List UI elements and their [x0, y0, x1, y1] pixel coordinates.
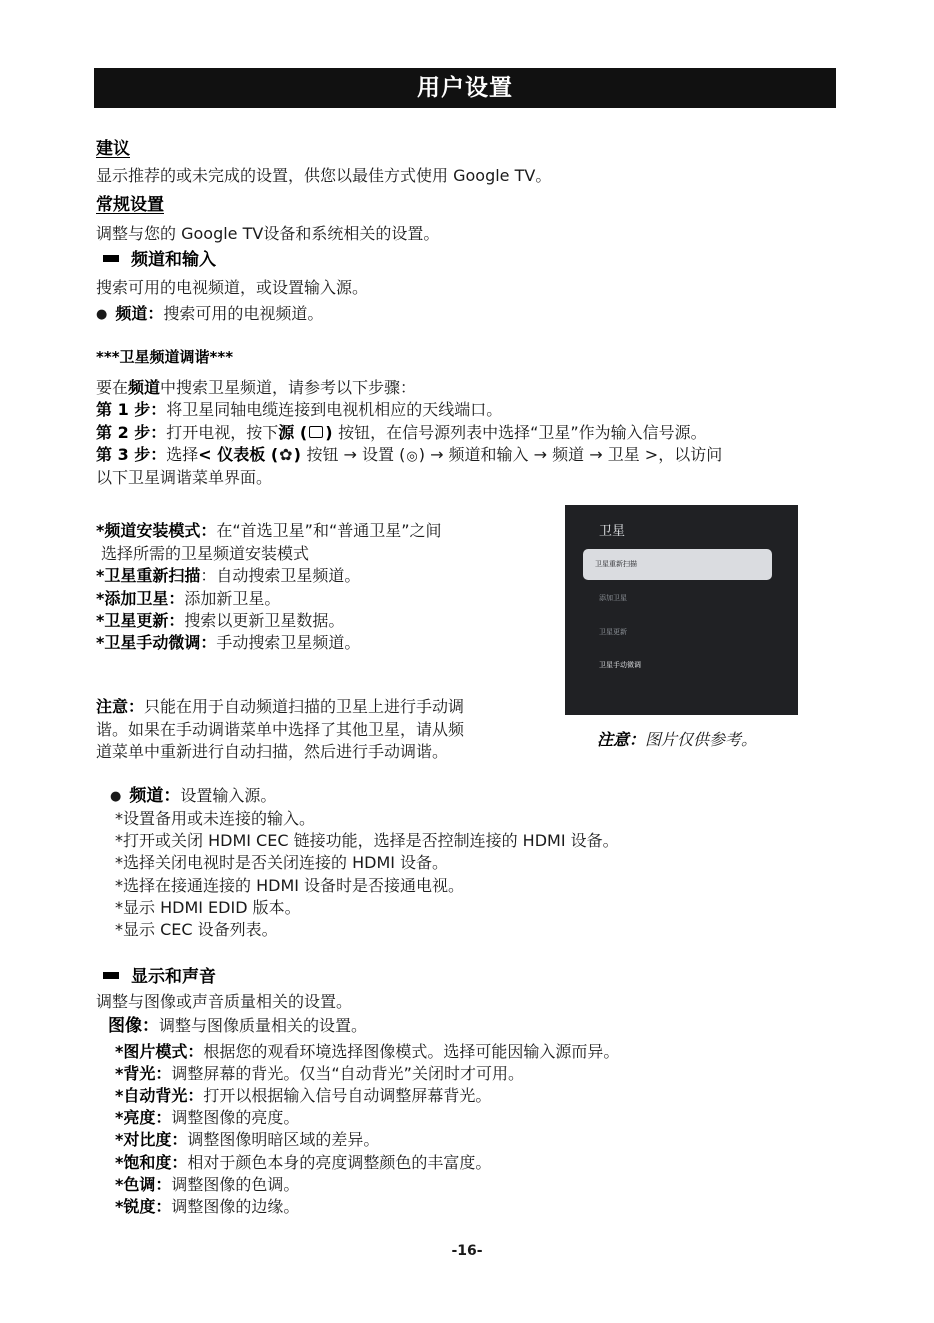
image-note [597, 729, 757, 751]
intro-bold: 频道 [128, 378, 161, 397]
display-sound-text: 调整与图像或声音质量相关的设置。 [96, 992, 353, 1011]
image-note-text: 图片仅供参考。 [645, 730, 758, 749]
step-1-label: 第 1 步： [96, 400, 167, 419]
picture-setting [115, 1196, 299, 1218]
step-3-line2: 以下卫星调谐菜单界面。 [96, 468, 273, 487]
page-title: 用户设置 [94, 68, 836, 108]
general-text: 调整与您的 Google TV设备和系统相关的设置。 [96, 224, 440, 243]
setting-label: *自动背光： [115, 1086, 204, 1105]
page-number: -16- [451, 1243, 483, 1259]
image-note-label: 注意： [597, 730, 646, 749]
setting-text: 根据您的观看环境选择图像模式。选择可能因输入源而异。 [203, 1042, 620, 1061]
setting-label: *图片模式： [115, 1042, 204, 1061]
channels-inputs-text: 搜索可用的电视频道，或设置输入源。 [96, 278, 369, 297]
option-label: *频道安装模式： [96, 521, 217, 540]
option-label: *添加卫星： [96, 589, 185, 608]
picture-setting [115, 1174, 299, 1196]
option-label: *卫星手动微调： [96, 633, 217, 652]
setting-label: *锐度： [115, 1197, 172, 1216]
option-manual [96, 632, 360, 654]
inputs-line: *打开或关闭 HDMI CEC 链接功能，选择是否控制连接的 HDMI 设备。 [115, 831, 619, 850]
channels-inputs-heading-text: 频道和输入 [131, 250, 216, 270]
step-1 [96, 399, 502, 421]
option-text: 添加新卫星。 [184, 589, 281, 608]
setting-label: *饱和度： [115, 1153, 188, 1172]
panel-item-add: 添加卫星 [599, 594, 627, 602]
step-1-text: 将卫星同轴电缆连接到电视机相应的天线端口。 [166, 400, 503, 419]
inputs-line: *显示 CEC 设备列表。 [115, 920, 278, 939]
panel-item-manual: 卫星手动微调 [599, 661, 641, 669]
option-label: *卫星重新扫描 [96, 566, 201, 585]
inputs-label: 频道： [129, 786, 181, 806]
channels-inputs-heading [103, 249, 216, 271]
setting-text: 调整图像的边缘。 [171, 1197, 300, 1216]
panel-item-rescan: 卫星重新扫描 [583, 549, 772, 580]
picture-setting [115, 1152, 491, 1174]
option-update [96, 610, 344, 632]
note-line3: 道菜单中重新进行自动扫描，然后进行手动调谐。 [96, 742, 449, 761]
inputs-line: *设置备用或未连接的输入。 [115, 809, 316, 828]
option-install-mode-cont [101, 543, 309, 565]
bullet-icon: ● [110, 789, 122, 804]
satellite-heading: ***卫星频道调谐*** [96, 348, 234, 366]
setting-label: *色调： [115, 1175, 172, 1194]
inputs-item [110, 785, 276, 809]
picture-setting [115, 1063, 524, 1085]
intro-post: 中搜索卫星频道，请参考以下步骤： [160, 378, 417, 397]
option-install-mode [96, 520, 442, 542]
channel-item [96, 303, 323, 327]
channel-text: 搜索可用的电视频道。 [163, 304, 324, 323]
picture-item [108, 1015, 367, 1037]
settings-ring-icon: ◎ [406, 449, 418, 464]
step-3: 第 3 步：选择< 仪表板 (✿) 按钮 → 设置 (◎) → 频道和输入 → 频道 → 卫星 >，以访问 [96, 444, 722, 468]
step-3-mid: 按钮 → 设置 ( [306, 445, 406, 464]
note-text: 只能在用于自动频道扫描的卫星上进行手动调 [144, 697, 465, 716]
note-label: 注意： [96, 697, 145, 716]
option-label: *卫星更新： [96, 611, 185, 630]
picture-setting [115, 1085, 491, 1107]
dash-marker-icon [103, 972, 119, 979]
setting-text: 调整图像的亮度。 [171, 1108, 300, 1127]
intro-pre: 要在 [96, 378, 129, 397]
setting-text: 调整图像的色调。 [171, 1175, 300, 1194]
channel-label: 频道： [115, 304, 164, 323]
satellite-intro [96, 377, 416, 399]
step-3-label: 第 3 步： [96, 445, 167, 464]
setting-label: *对比度： [115, 1130, 188, 1149]
inputs-line: *显示 HDMI EDID 版本。 [115, 898, 301, 917]
step-2-pre: 打开电视，按下 [166, 423, 279, 442]
setting-label: *背光： [115, 1064, 172, 1083]
picture-setting [115, 1041, 619, 1063]
step-2: 第 2 步：打开电视，按下源 ( ) 按钮，在信号源列表中选择“卫星”作为输入信号源。 [96, 423, 707, 442]
option-rescan [96, 565, 360, 587]
suggest-text: 显示推荐的或未完成的设置，供您以最佳方式使用 Google TV。 [96, 166, 552, 185]
step-2-label: 第 2 步： [96, 423, 167, 442]
setting-label: *亮度： [115, 1108, 172, 1127]
setting-text: 相对于颜色本身的亮度调整颜色的丰富度。 [187, 1153, 492, 1172]
picture-setting [115, 1107, 299, 1129]
note-line2: 谐。如果在手动调谐菜单中选择了其他卫星，请从频 [96, 720, 465, 739]
inputs-line: *选择关闭电视时是否关闭连接的 HDMI 设备。 [115, 853, 449, 872]
inputs-text: 设置输入源。 [180, 786, 277, 805]
dash-marker-icon [103, 255, 119, 262]
step-2-post: 按钮，在信号源列表中选择“卫星”作为输入信号源。 [338, 423, 707, 442]
option-add [96, 588, 280, 610]
picture-setting [115, 1129, 379, 1151]
gear-icon: ✿ [279, 445, 293, 464]
setting-text: 打开以根据输入信号自动调整屏幕背光。 [203, 1086, 492, 1105]
note-line1 [96, 696, 464, 718]
input-source-icon [309, 426, 323, 438]
display-sound-heading [103, 966, 216, 988]
option-text: 选择所需的卫星频道安装模式 [101, 544, 310, 563]
picture-label: 图像： [108, 1016, 159, 1036]
panel-item-update: 卫星更新 [599, 628, 627, 636]
option-text: 手动搜索卫星频道。 [216, 633, 361, 652]
inputs-line: *选择在接通连接的 HDMI 设备时是否接通电视。 [115, 876, 465, 895]
display-sound-heading-text: 显示和声音 [131, 967, 216, 987]
setting-text: 调整图像明暗区域的差异。 [187, 1130, 380, 1149]
step-3-pre: 选择 [166, 445, 199, 464]
step-3-post: ) → 频道和输入 → 频道 → 卫星 >，以访问 [418, 445, 723, 464]
option-text: 在“首选卫星”和“普通卫星”之间 [216, 521, 442, 540]
suggest-heading: 建议 [96, 139, 130, 159]
option-text: ：自动搜索卫星频道。 [200, 566, 361, 585]
satellite-menu-screenshot [565, 505, 798, 715]
panel-title: 卫星 [599, 524, 626, 539]
step-3-bold: < 仪表板 [198, 445, 266, 464]
setting-text: 调整屏幕的背光。仅当“自动背光”关闭时才可用。 [171, 1064, 524, 1083]
picture-text: 调整与图像质量相关的设置。 [159, 1016, 368, 1035]
bullet-icon: ● [96, 307, 108, 322]
general-heading: 常规设置 [96, 195, 164, 215]
option-text: 搜索以更新卫星数据。 [184, 611, 345, 630]
step-2-bold: 源 [278, 423, 295, 442]
